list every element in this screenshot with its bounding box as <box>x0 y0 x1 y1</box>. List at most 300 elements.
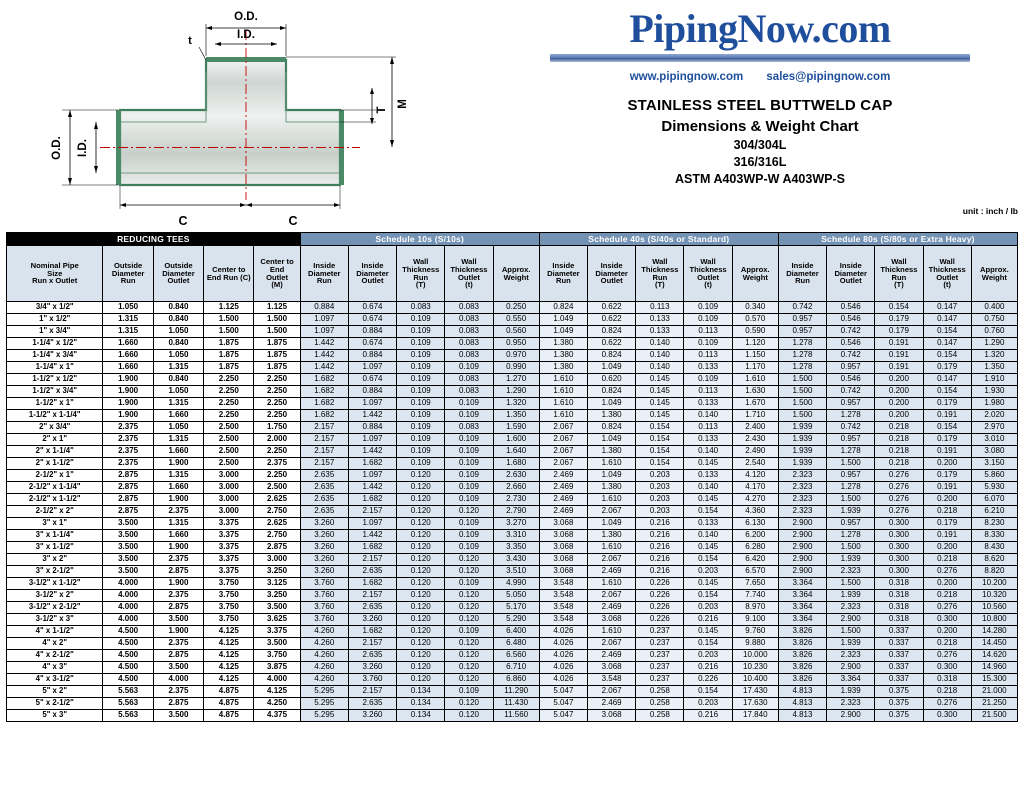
cell-nominal-size: 1-1/2" x 1" <box>7 398 103 410</box>
cell-value: 0.145 <box>636 374 684 386</box>
cell-value: 0.109 <box>397 350 445 362</box>
cell-value: 1.050 <box>153 422 203 434</box>
cell-value: 3.010 <box>971 434 1017 446</box>
table-row <box>7 518 1018 530</box>
cell-value: 0.145 <box>636 386 684 398</box>
cell-value: 10.000 <box>732 650 778 662</box>
cell-value: 0.300 <box>923 662 971 674</box>
cell-value: 1.875 <box>204 338 254 350</box>
cell-nominal-size: 2-1/2" x 1-1/2" <box>7 494 103 506</box>
table-group-header-row <box>7 233 1018 246</box>
cell-value: 2.900 <box>778 542 826 554</box>
table-row <box>7 590 1018 602</box>
cell-value: 1.610 <box>732 374 778 386</box>
cell-value: 1.930 <box>971 386 1017 398</box>
table-column-header-5: Inside Diameter Run <box>300 246 348 302</box>
cell-nominal-size: 2" x 3/4" <box>7 422 103 434</box>
table-row <box>7 686 1018 698</box>
cell-value: 5.047 <box>539 698 587 710</box>
cell-value: 7.650 <box>732 578 778 590</box>
cell-value: 1.049 <box>588 434 636 446</box>
cell-value: 0.337 <box>875 638 923 650</box>
cell-value: 0.337 <box>875 626 923 638</box>
cell-value: 3.375 <box>204 518 254 530</box>
cell-value: 6.200 <box>732 530 778 542</box>
cell-value: 5.295 <box>300 710 348 722</box>
cell-value: 0.145 <box>636 398 684 410</box>
cell-value: 0.120 <box>397 614 445 626</box>
cell-value: 3.068 <box>539 530 587 542</box>
cell-value: 0.200 <box>923 578 971 590</box>
cell-value: 0.140 <box>636 362 684 374</box>
cell-value: 0.200 <box>875 410 923 422</box>
cell-value: 0.140 <box>684 446 732 458</box>
cell-value: 0.824 <box>588 326 636 338</box>
cell-value: 1.710 <box>732 410 778 422</box>
cell-nominal-size: 2" x 1-1/4" <box>7 446 103 458</box>
cell-value: 3.364 <box>778 590 826 602</box>
cell-value: 1.610 <box>539 410 587 422</box>
cell-value: 1.049 <box>588 362 636 374</box>
cell-value: 0.154 <box>923 422 971 434</box>
cell-value: 1.875 <box>204 362 254 374</box>
cell-value: 2.875 <box>153 566 203 578</box>
cell-value: 0.550 <box>493 314 539 326</box>
table-row <box>7 674 1018 686</box>
dimensions-table <box>6 232 1018 722</box>
cell-value: 4.125 <box>204 626 254 638</box>
cell-value: 0.203 <box>636 482 684 494</box>
cell-nominal-size: 5" x 2-1/2" <box>7 698 103 710</box>
cell-value: 0.120 <box>397 518 445 530</box>
cell-value: 3.548 <box>588 674 636 686</box>
cell-value: 1.278 <box>778 362 826 374</box>
table-column-header-13: Wall Thickness Outlet (t) <box>684 246 732 302</box>
email-link[interactable]: sales@pipingnow.com <box>766 71 891 83</box>
cell-value: 3.364 <box>778 614 826 626</box>
cell-value: 2.375 <box>254 458 300 470</box>
cell-value: 1.660 <box>103 350 153 362</box>
table-row <box>7 578 1018 590</box>
cell-value: 0.622 <box>588 338 636 350</box>
cell-value: 10.800 <box>971 614 1017 626</box>
cell-value: 1.910 <box>971 374 1017 386</box>
cell-value: 2.750 <box>254 506 300 518</box>
cell-value: 0.120 <box>397 626 445 638</box>
cell-value: 1.640 <box>493 446 539 458</box>
cell-value: 1.120 <box>732 338 778 350</box>
cell-value: 3.125 <box>254 578 300 590</box>
cell-value: 0.145 <box>684 494 732 506</box>
cell-value: 0.258 <box>636 710 684 722</box>
cell-value: 0.276 <box>875 470 923 482</box>
cell-value: 1.290 <box>493 386 539 398</box>
cell-value: 10.560 <box>971 602 1017 614</box>
cell-value: 1.610 <box>588 494 636 506</box>
cell-value: 0.216 <box>636 518 684 530</box>
cell-value: 0.154 <box>636 446 684 458</box>
cell-value: 1.875 <box>254 350 300 362</box>
cell-value: 5.050 <box>493 590 539 602</box>
cell-value: 1.590 <box>493 422 539 434</box>
cell-value: 3.364 <box>778 578 826 590</box>
cell-value: 5.047 <box>539 710 587 722</box>
cell-nominal-size: 1-1/2" x 1-1/4" <box>7 410 103 422</box>
cell-value: 2.375 <box>103 434 153 446</box>
cell-value: 2.067 <box>539 446 587 458</box>
cell-value: 2.970 <box>971 422 1017 434</box>
cell-value: 0.109 <box>445 530 493 542</box>
cell-value: 0.191 <box>923 410 971 422</box>
spec-line: ASTM A403WP-W A403WP-S <box>675 172 845 186</box>
cell-value: 1.350 <box>971 362 1017 374</box>
cell-value: 0.957 <box>827 362 875 374</box>
cell-value: 1.875 <box>254 362 300 374</box>
header-area <box>0 0 1024 232</box>
cell-value: 4.026 <box>539 626 587 638</box>
cell-value: 2.900 <box>827 662 875 674</box>
cell-value: 4.000 <box>103 614 153 626</box>
cell-value: 0.154 <box>923 386 971 398</box>
cell-value: 0.120 <box>445 614 493 626</box>
cell-value: 2.323 <box>778 494 826 506</box>
cell-value: 0.218 <box>923 686 971 698</box>
cell-value: 0.276 <box>923 698 971 710</box>
cell-value: 14.450 <box>971 638 1017 650</box>
cell-value: 5.170 <box>493 602 539 614</box>
cell-value: 0.884 <box>300 302 348 314</box>
cell-value: 4.026 <box>539 662 587 674</box>
table-column-header-17: Wall Thickness Run (T) <box>875 246 923 302</box>
cell-value: 0.120 <box>445 674 493 686</box>
cell-value: 6.560 <box>493 650 539 662</box>
cell-value: 0.133 <box>636 314 684 326</box>
cell-value: 0.760 <box>971 326 1017 338</box>
cell-value: 0.203 <box>684 602 732 614</box>
label-od-top: O.D. <box>234 11 258 23</box>
cell-value: 0.191 <box>875 362 923 374</box>
cell-value: 0.216 <box>636 554 684 566</box>
c-left-arrow-l <box>120 203 126 207</box>
cell-value: 0.957 <box>778 326 826 338</box>
cell-value: 2.400 <box>732 422 778 434</box>
cell-value: 0.083 <box>397 302 445 314</box>
cell-value: 2.375 <box>153 506 203 518</box>
cell-value: 2.157 <box>300 446 348 458</box>
cell-value: 21.000 <box>971 686 1017 698</box>
cell-value: 3.260 <box>300 554 348 566</box>
table-row <box>7 482 1018 494</box>
cell-value: 2.375 <box>103 458 153 470</box>
cell-value: 3.080 <box>971 446 1017 458</box>
cell-value: 0.674 <box>348 374 396 386</box>
table-row <box>7 470 1018 482</box>
cell-value: 6.480 <box>493 638 539 650</box>
cell-value: 0.218 <box>923 590 971 602</box>
cell-value: 10.400 <box>732 674 778 686</box>
grade-line-2: 316/316L <box>733 155 787 169</box>
cell-value: 4.500 <box>103 650 153 662</box>
M-arrow-bottom <box>390 140 394 147</box>
cell-value: 0.237 <box>636 638 684 650</box>
cell-value: 1.278 <box>827 482 875 494</box>
cell-value: 1.290 <box>971 338 1017 350</box>
cell-value: 0.622 <box>588 314 636 326</box>
cell-value: 0.154 <box>684 554 732 566</box>
cell-value: 3.500 <box>103 530 153 542</box>
cell-value: 0.300 <box>875 518 923 530</box>
cell-value: 4.170 <box>732 482 778 494</box>
cell-value: 3.260 <box>300 542 348 554</box>
cell-value: 2.020 <box>971 410 1017 422</box>
cell-value: 2.875 <box>103 506 153 518</box>
cell-value: 0.109 <box>397 326 445 338</box>
cell-value: 0.884 <box>348 326 396 338</box>
cell-value: 0.218 <box>923 554 971 566</box>
cell-value: 11.430 <box>493 698 539 710</box>
cell-value: 0.147 <box>923 302 971 314</box>
website-link[interactable]: www.pipingnow.com <box>629 71 744 83</box>
cell-value: 0.318 <box>875 590 923 602</box>
cell-value: 0.742 <box>827 326 875 338</box>
cell-value: 0.258 <box>636 686 684 698</box>
cell-value: 2.790 <box>493 506 539 518</box>
cell-value: 9.880 <box>732 638 778 650</box>
M-arrow-top <box>390 57 394 64</box>
cell-value: 0.147 <box>923 374 971 386</box>
cell-value: 4.000 <box>103 578 153 590</box>
cell-value: 0.120 <box>445 590 493 602</box>
cell-value: 0.145 <box>684 578 732 590</box>
cell-value: 2.900 <box>827 614 875 626</box>
table-column-header-12: Wall Thickness Run (T) <box>636 246 684 302</box>
tee-drawing-svg <box>0 0 480 232</box>
cell-value: 0.120 <box>397 554 445 566</box>
cell-value: 2.323 <box>778 470 826 482</box>
cell-value: 0.824 <box>539 302 587 314</box>
cell-value: 0.109 <box>397 410 445 422</box>
cell-value: 2.625 <box>254 494 300 506</box>
c-right-arrow-r <box>334 203 340 207</box>
cell-value: 0.120 <box>397 578 445 590</box>
cell-value: 0.191 <box>923 482 971 494</box>
label-c-right: C <box>288 214 298 228</box>
cell-value: 0.375 <box>875 686 923 698</box>
cell-value: 0.191 <box>875 350 923 362</box>
cell-value: 11.290 <box>493 686 539 698</box>
cell-value: 4.375 <box>254 710 300 722</box>
cell-value: 0.154 <box>636 458 684 470</box>
cell-value: 0.300 <box>923 710 971 722</box>
cell-value: 0.179 <box>923 434 971 446</box>
cell-nominal-size: 4" x 2" <box>7 638 103 650</box>
cell-value: 1.500 <box>827 626 875 638</box>
cell-value: 2.323 <box>827 698 875 710</box>
table-column-header-10: Inside Diameter Run <box>539 246 587 302</box>
table-row <box>7 626 1018 638</box>
cell-value: 2.375 <box>153 638 203 650</box>
cell-value: 0.218 <box>875 446 923 458</box>
cell-value: 3.068 <box>539 542 587 554</box>
cell-value: 2.635 <box>300 482 348 494</box>
cell-nominal-size: 3" x 1-1/4" <box>7 530 103 542</box>
cell-value: 3.375 <box>204 554 254 566</box>
cell-value: 7.740 <box>732 590 778 602</box>
cell-value: 1.900 <box>103 410 153 422</box>
cell-value: 0.200 <box>875 374 923 386</box>
cell-value: 3.260 <box>348 710 396 722</box>
cell-value: 0.570 <box>732 314 778 326</box>
cell-value: 4.990 <box>493 578 539 590</box>
cell-value: 0.218 <box>875 422 923 434</box>
cell-value: 1.442 <box>348 482 396 494</box>
label-od-left: O.D. <box>51 136 63 160</box>
cell-value: 0.218 <box>875 434 923 446</box>
cell-value: 0.109 <box>445 482 493 494</box>
cell-value: 0.840 <box>153 314 203 326</box>
cell-value: 0.109 <box>445 434 493 446</box>
cell-value: 0.276 <box>923 650 971 662</box>
cell-value: 0.120 <box>445 602 493 614</box>
cell-value: 3.068 <box>539 566 587 578</box>
cell-value: 2.490 <box>732 446 778 458</box>
cell-value: 2.875 <box>153 602 203 614</box>
cell-value: 0.237 <box>636 674 684 686</box>
cell-value: 0.133 <box>636 326 684 338</box>
cell-value: 2.635 <box>348 566 396 578</box>
cell-value: 0.226 <box>636 578 684 590</box>
cell-value: 0.200 <box>875 386 923 398</box>
cell-value: 1.900 <box>153 458 203 470</box>
cell-value: 2.635 <box>300 506 348 518</box>
table-row <box>7 386 1018 398</box>
cell-value: 3.500 <box>103 566 153 578</box>
cell-value: 3.750 <box>254 650 300 662</box>
cell-value: 0.113 <box>684 386 732 398</box>
cell-value: 1.278 <box>827 410 875 422</box>
cell-value: 1.939 <box>827 638 875 650</box>
cell-value: 0.140 <box>684 530 732 542</box>
cell-value: 1.320 <box>971 350 1017 362</box>
cell-value: 1.500 <box>827 494 875 506</box>
cell-value: 0.276 <box>875 494 923 506</box>
cell-value: 1.500 <box>778 398 826 410</box>
cell-value: 2.157 <box>300 434 348 446</box>
cell-value: 2.875 <box>103 470 153 482</box>
cell-value: 5.930 <box>971 482 1017 494</box>
cell-value: 0.300 <box>875 542 923 554</box>
cell-value: 0.083 <box>445 326 493 338</box>
table-row <box>7 494 1018 506</box>
table-group-header-2: Schedule 40s (S/40s or Standard) <box>539 233 778 246</box>
cell-value: 0.145 <box>684 542 732 554</box>
cell-value: 2.323 <box>827 602 875 614</box>
table-row <box>7 554 1018 566</box>
cell-value: 1.682 <box>348 578 396 590</box>
cell-value: 1.380 <box>539 350 587 362</box>
cell-value: 1.660 <box>103 362 153 374</box>
cell-value: 5.563 <box>103 698 153 710</box>
cell-value: 4.125 <box>204 650 254 662</box>
cell-value: 2.635 <box>300 494 348 506</box>
cell-value: 2.250 <box>204 386 254 398</box>
cell-value: 0.145 <box>636 410 684 422</box>
cell-value: 0.824 <box>588 386 636 398</box>
table-column-header-9: Approx. Weight <box>493 246 539 302</box>
cell-value: 2.157 <box>300 422 348 434</box>
cell-value: 10.200 <box>971 578 1017 590</box>
cell-value: 0.200 <box>923 626 971 638</box>
cell-value: 5.860 <box>971 470 1017 482</box>
cell-value: 0.109 <box>445 542 493 554</box>
cell-value: 0.622 <box>588 302 636 314</box>
cell-nominal-size: 3" x 1-1/2" <box>7 542 103 554</box>
cell-value: 1.380 <box>588 446 636 458</box>
cell-value: 4.026 <box>539 638 587 650</box>
cell-value: 0.120 <box>397 494 445 506</box>
cell-nominal-size: 1-1/4" x 1" <box>7 362 103 374</box>
cell-value: 0.674 <box>348 302 396 314</box>
cell-value: 10.320 <box>971 590 1017 602</box>
cell-value: 21.250 <box>971 698 1017 710</box>
table-row <box>7 506 1018 518</box>
cell-value: 1.660 <box>103 338 153 350</box>
cell-value: 0.216 <box>636 566 684 578</box>
cell-value: 0.276 <box>875 506 923 518</box>
cell-value: 2.635 <box>300 470 348 482</box>
od-left-arrow-bottom <box>68 178 72 185</box>
table-column-header-7: Wall Thickness Run (T) <box>397 246 445 302</box>
cell-value: 0.120 <box>397 530 445 542</box>
cell-value: 0.154 <box>875 302 923 314</box>
cell-value: 3.548 <box>539 590 587 602</box>
brand-block <box>500 8 1020 186</box>
cell-value: 3.068 <box>539 518 587 530</box>
cell-value: 0.590 <box>732 326 778 338</box>
cell-value: 0.546 <box>827 314 875 326</box>
cell-value: 3.068 <box>588 710 636 722</box>
cell-value: 2.375 <box>103 422 153 434</box>
cell-value: 1.660 <box>153 446 203 458</box>
cell-value: 0.990 <box>493 362 539 374</box>
cell-value: 2.500 <box>204 458 254 470</box>
cell-value: 0.957 <box>778 314 826 326</box>
cell-value: 8.330 <box>971 530 1017 542</box>
cell-value: 1.150 <box>732 350 778 362</box>
cell-value: 4.120 <box>732 470 778 482</box>
cell-value: 3.500 <box>254 602 300 614</box>
cell-value: 1.050 <box>153 350 203 362</box>
cell-value: 0.400 <box>971 302 1017 314</box>
table-column-header-14: Approx. Weight <box>732 246 778 302</box>
cell-value: 0.133 <box>684 518 732 530</box>
cell-value: 1.442 <box>348 446 396 458</box>
cell-value: 1.097 <box>348 398 396 410</box>
cell-value: 0.318 <box>923 674 971 686</box>
cell-value: 1.610 <box>539 374 587 386</box>
cell-value: 1.500 <box>254 326 300 338</box>
cell-nominal-size: 3" x 2-1/2" <box>7 566 103 578</box>
cell-nominal-size: 4" x 2-1/2" <box>7 650 103 662</box>
cell-value: 1.049 <box>539 314 587 326</box>
table-column-header-row <box>7 246 1018 302</box>
cell-value: 0.154 <box>636 434 684 446</box>
cell-value: 6.860 <box>493 674 539 686</box>
cell-value: 1.050 <box>153 386 203 398</box>
cell-value: 1.097 <box>348 518 396 530</box>
cell-nominal-size: 2-1/2" x 1" <box>7 470 103 482</box>
cell-value: 4.270 <box>732 494 778 506</box>
